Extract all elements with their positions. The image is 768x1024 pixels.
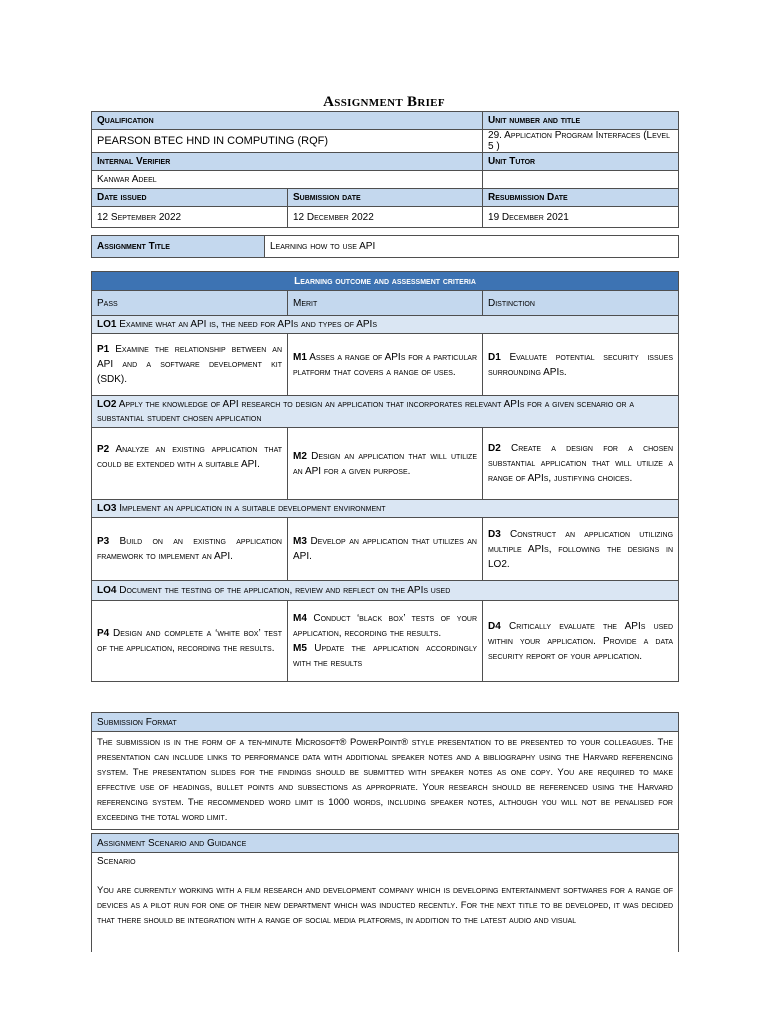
lo2-row: LO2 Apply the knowledge of API research to design an application that incorporates relevant APIs for a given scenario or a substantial student chosen application [92,396,679,428]
unit-value: 29. Application Program Interfaces (Level 5 ) [483,130,679,153]
criteria-heading: Learning outcome and assessment criteria [92,272,679,291]
p1-cell: P1 Examine the relationship between an API and a software development kit (SDK). [92,334,288,396]
p2-cell: P2 Analyze an existing application that could be extended with a suitable API. [92,428,288,500]
assignment-title-table [91,235,679,258]
p4-cell: P4 Design and complete a ‘white box’ test of the application, recording the results. [92,601,288,682]
scenario-body: You are currently working with a film research and development company which is developing entertainment softwares for a range of devices as a pilot run for one of their new department which was inducted recently. For the next title to be developed, it was decided that there should be integration with a range of social media platforms, in addition to the latest audio and visual [97,885,673,926]
scenario-table [91,833,679,952]
verifier-value: Kanwar Adeel [92,171,483,189]
qualification-label: Qualification [92,112,483,130]
criteria-table [91,271,679,682]
m1-cell: M1 Asses a range of APIs for a particular platform that covers a range of uses. [288,334,483,396]
assignment-title-value: Learning how to use API [265,236,679,258]
date-issued-label: Date issued [92,189,288,207]
resubmission-date-label: Resubmission Date [483,189,679,207]
m4-m5-cell [288,601,483,682]
lo4-row: LO4 Document the testing of the application, review and reflect on the APIs used [92,581,679,601]
d4-cell: D4 Critically evaluate the APIs used within your application. Provide a data security report of your application. [483,601,679,682]
submission-date-label: Submission date [288,189,483,207]
unit-label: Unit number and title [483,112,679,130]
verifier-label: Internal Verifier [92,153,483,171]
submission-date-value: 12 December 2022 [288,207,483,228]
lo1-row: LO1 Examine what an API is, the need for APIs and types of APIs [92,316,679,334]
details-table [91,111,679,228]
qualification-value: PEARSON BTEC HND IN COMPUTING (RQF) [92,130,483,153]
assignment-title-label: Assignment Title [92,236,265,258]
d3-cell: D3 Construct an application utilizing multiple APIs, following the designs in LO2. [483,518,679,581]
submission-format-table [91,712,679,830]
submission-format-body: The submission is in the form of a ten-minute Microsoft® PowerPoint® style presentation to be presented to your colleagues. The presentation can include links to performance data with additional speaker notes and a bibliography using the Harvard referencing system. The presentation slides for the findings should be submitted with speaker notes as one copy. You are required to make effective use of headings, bullet points and subsections as appropriate. Your research should be referenced using the Harvard referencing system. The recommended word limit is 1000 words, including speaker notes, although you will not be penalised for exceeding the total word limit. [92,732,679,830]
date-issued-value: 12 September 2022 [92,207,288,228]
col-distinction: Distinction [483,291,679,316]
scenario-content [92,853,679,953]
tutor-value [483,171,679,189]
document-title: Assignment Brief [323,94,445,110]
col-merit: Merit [288,291,483,316]
scenario-subheading: Scenario [97,856,136,867]
submission-format-heading: Submission Format [92,713,679,732]
scenario-heading: Assignment Scenario and Guidance [92,834,679,853]
col-pass: Pass [92,291,288,316]
p3-cell: P3 Build on an existing application framework to implement an API. [92,518,288,581]
m2-cell: M2 Design an application that will utilize an API for a given purpose. [288,428,483,500]
lo3-row: LO3 Implement an application in a suitable development environment [92,500,679,518]
m5-text: M5 Update the application accordingly with the results [293,643,478,669]
m4-text: M4 Conduct ‘black box’ tests of your application, recording the results. [293,613,477,639]
d2-cell: D2 Create a design for a chosen substantial application that will utilize a range of APIs, justifying choices. [483,428,679,500]
tutor-label: Unit Tutor [483,153,679,171]
resubmission-date-value: 19 December 2021 [483,207,679,228]
m3-cell: M3 Develop an application that utilizes an API. [288,518,483,581]
d1-cell: D1 Evaluate potential security issues surrounding APIs. [483,334,679,396]
